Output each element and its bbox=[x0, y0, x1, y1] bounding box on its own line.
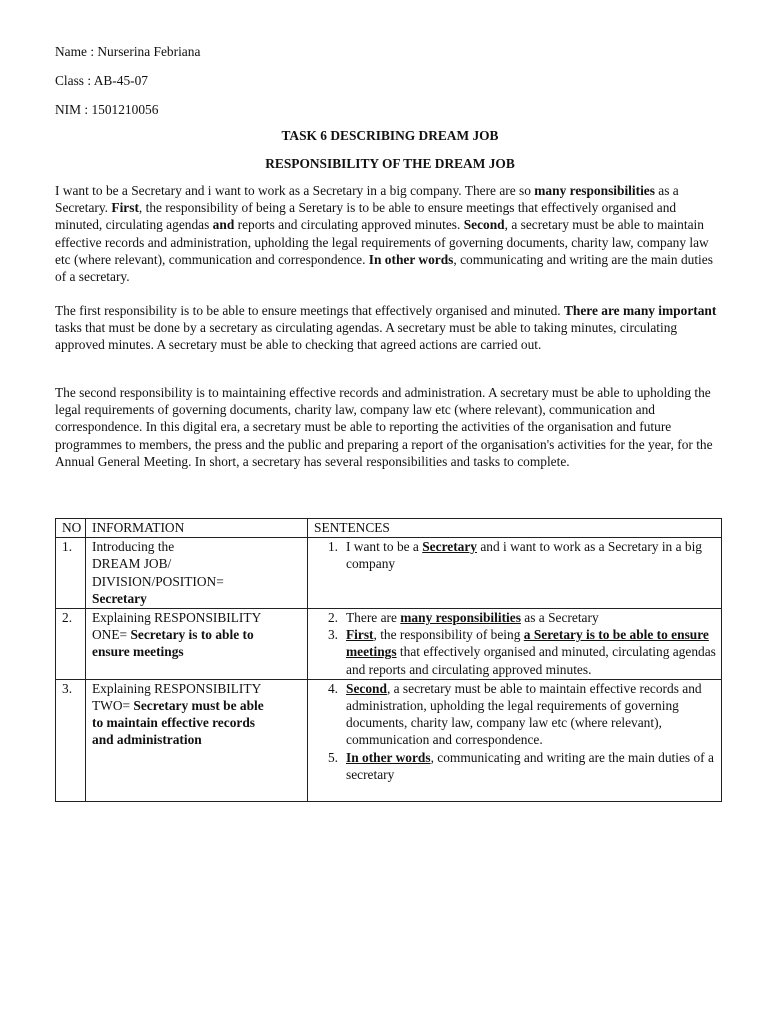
sentence-item bbox=[314, 680, 721, 749]
paragraph-second-responsibility: The second responsibility is to maintaining effective records and administration. A secretary must be able to upholding the legal requirements of governing documents, charity law, company law etc (where relevant), communication and correspondence. In this digital era, a secretary must be able to reporting the activities of the organisation and future programmes to members, the press and the public and preparing a report of the organisation's activities for the year, for the Annual General Meeting. In short, a secretary has several responsibilities and tasks to complete. bbox=[55, 385, 713, 469]
document-subtitle: RESPONSIBILITY OF THE DREAM JOB bbox=[265, 156, 515, 171]
sentence-list bbox=[314, 538, 721, 572]
sentence-list bbox=[314, 680, 721, 783]
header-information: INFORMATION bbox=[86, 519, 308, 538]
task-table bbox=[55, 518, 722, 802]
student-name: Name : Nurserina Febriana bbox=[55, 44, 201, 59]
paragraph-introduction: I want to be a Secretary and i want to work as a Secretary in a big company. There are so many responsibilities as a Secretary. First, the responsibility of being a Seretary is to be able to ensure meetings that effectively organised and minuted, circulating agendas and reports and circulating approved minutes. Second, a secretary must be able to maintain effective records and administration, upholding the legal requirements of governing documents, charity law, company law etc (where relevant), communication and correspondence. In other words, communicating and writing are the main duties of a secretary. bbox=[55, 183, 713, 285]
row-information: Explaining RESPONSIBILITY ONE= Secretary is to able to ensure meetings bbox=[86, 609, 308, 680]
sentence-list bbox=[314, 609, 721, 678]
sentence-text: I want to be a Secretary and i want to work as a Secretary in a big company bbox=[346, 539, 702, 572]
sentence-item bbox=[314, 609, 721, 626]
sentence-number: 4. bbox=[327, 680, 338, 696]
sentence-item bbox=[314, 626, 721, 678]
table-row bbox=[56, 538, 722, 609]
row-number: 2. bbox=[56, 609, 86, 680]
row-number: 1. bbox=[56, 538, 86, 609]
row-information: Introducing the DREAM JOB/ DIVISION/POSITION= Secretary bbox=[86, 538, 308, 609]
row-sentences bbox=[308, 679, 722, 801]
row-number: 3. bbox=[56, 679, 86, 801]
sentence-number: 1. bbox=[327, 539, 338, 555]
sentence-item bbox=[314, 749, 721, 783]
row-sentences bbox=[308, 609, 722, 680]
sentence-text: Second, a secretary must be able to maintain effective records and administration, upholding the legal requirements of governing documents, charity law, company law etc (where relevant), communication and correspondence. bbox=[346, 680, 702, 748]
sentence-text: First, the responsibility of being a Seretary is to be able to ensure meetings that effectively organised and minuted, circulating agendas and reports and circulating approved minutes. bbox=[346, 627, 716, 677]
paragraph-first-responsibility: The first responsibility is to be able to ensure meetings that effectively organised and minuted. There are many important tasks that must be done by a secretary as circulating agendas. A secretary must be able to taking minutes, circulating approved minutes. A secretary must be able to checking that agreed actions are carried out. bbox=[55, 303, 717, 353]
row-information: Explaining RESPONSIBILITY TWO= Secretary must be able to maintain effective records and administration bbox=[86, 679, 308, 801]
sentence-number: 2. bbox=[327, 610, 338, 626]
sentence-number: 5. bbox=[327, 749, 338, 765]
table-header-row bbox=[56, 519, 722, 538]
table-row bbox=[56, 609, 722, 680]
sentence-item bbox=[314, 538, 721, 572]
header-sentences: SENTENCES bbox=[308, 519, 722, 538]
student-nim: NIM : 1501210056 bbox=[55, 102, 159, 117]
student-class: Class : AB-45-07 bbox=[55, 73, 148, 88]
sentence-text: There are many responsibilities as a Secretary bbox=[346, 610, 599, 626]
row-sentences bbox=[308, 538, 722, 609]
sentence-text: In other words, communicating and writing are the main duties of a secretary bbox=[346, 749, 714, 782]
header-no: NO bbox=[56, 519, 86, 538]
document-title: TASK 6 DESCRIBING DREAM JOB bbox=[281, 128, 499, 143]
table-row bbox=[56, 679, 722, 801]
sentence-number: 3. bbox=[327, 627, 338, 643]
